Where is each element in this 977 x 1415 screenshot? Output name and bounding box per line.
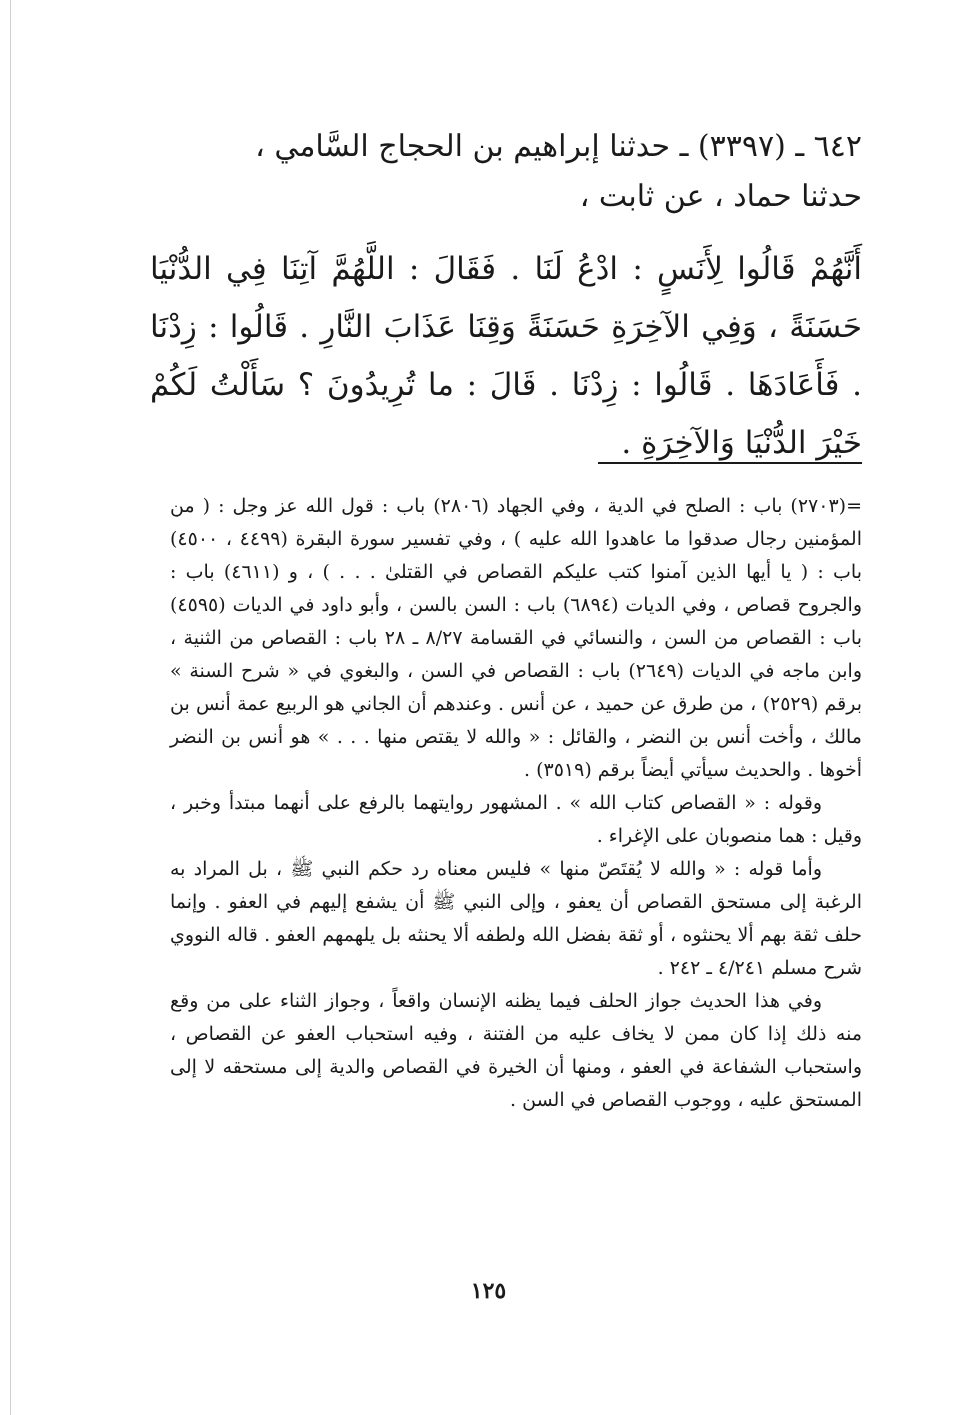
footnote-paragraph-1: =(٢٧٠٣) باب : الصلح في الدية ، وفي الجهاد (٢٨٠٦) باب : قول الله عز وجل : ( من المؤمنين رجال صدقوا ما عاهدوا الله عليه ) ، وفي تفسير سورة البقرة (٤٤٩٩ ، ٤٥٠٠) باب : ( يا أيها الذين آمنوا كتب عليكم القصاص في القتلىٰ . . . ) ، و (٤٦١١) باب : والجروح قصاص ، وفي الديات (٦٨٩٤) باب : السن بالسن ، وأبو داود في الديات (٤٥٩٥) باب : القصاص من السن ، والنسائي في القسامة ٨/٢٧ ـ ٢٨ باب : القصاص من الثنية ، وابن ماجه في الديات (٢٦٤٩) باب : القصاص في السن ، والبغوي في « شرح السنة » برقم (٢٥٢٩) ، من طرق عن حميد ، عن أنس . وعندهم أن الجاني هو الربيع عمة أنس بن مالك ، وأخت أنس بن النضر ، والقائل : « والله لا يقتص منها . . . » هو أنس بن النضر أخوها . والحديث سيأتي أيضاً برقم (٣٥١٩) . [170,495,863,781]
footnote-separator [598,462,862,464]
footnotes [170,490,862,1117]
header-chain-line-1: ٦٤٢ ـ (٣٣٩٧) ـ حدثنا إبراهيم بن الحجاج السَّامي ، [255,129,862,164]
header-chain-line-2: حدثنا حماد ، عن ثابت ، [579,179,862,214]
footnote-paragraph-2: وقوله : « القصاص كتاب الله » . المشهور روايتهما بالرفع على أنهما مبتدأ وخبر ، وقيل : هما منصوبان على الإغراء . [170,792,862,847]
hadith-header [150,122,862,222]
footnote-paragraph-4: وفي هذا الحديث جواز الحلف فيما يظنه الإنسان واقعاً ، وجواز الثناء على من وقع منه ذلك إذا كان ممن لا يخاف عليه من الفتنة ، وفيه استحباب العفو عن القصاص ، واستحباب الشفاعة في العفو ، ومنها أن الخيرة في القصاص والدية إلى مستحقه لا إلى المستحق عليه ، ووجوب القصاص في السن . [170,990,862,1111]
hadith-text: أَنَّهُمْ قَالُوا لِأَنَسٍ : ادْعُ لَنَا . فَقَالَ : اللَّهُمَّ آتِنَا فِي الدُّنْيَا حَسَنَةً ، وَفِي الآخِرَةِ حَسَنَةً وَقِنَا عَذَابَ النَّارِ . قَالُوا : زِدْنَا . فَأَعَادَهَا . قَالُوا : زِدْنَا . قَالَ : ما تُرِيدُونَ ؟ سَأَلْتُ لَكُمْ خَيْرَ الدُّنْيَا وَالآخِرَةِ . [150,251,862,461]
scan-edge-line [10,0,11,1415]
footnote-paragraph-3: وأما قوله : « والله لا يُقتَصّ منها » فليس معناه رد حكم النبي ﷺ ، بل المراد به الرغبة إلى مستحق القصاص أن يعفو ، وإلى النبي ﷺ أن يشفع إليهم في العفو . وإنما حلف ثقة بهم ألا يحنثوه ، أو ثقة بفضل الله ولطفه ألا يحنثه بل يلهمهم العفو . قاله النووي شرح مسلم ٤/٢٤١ ـ ٢٤٢ . [170,858,862,979]
page-number: ١٢٥ [470,1278,507,1304]
